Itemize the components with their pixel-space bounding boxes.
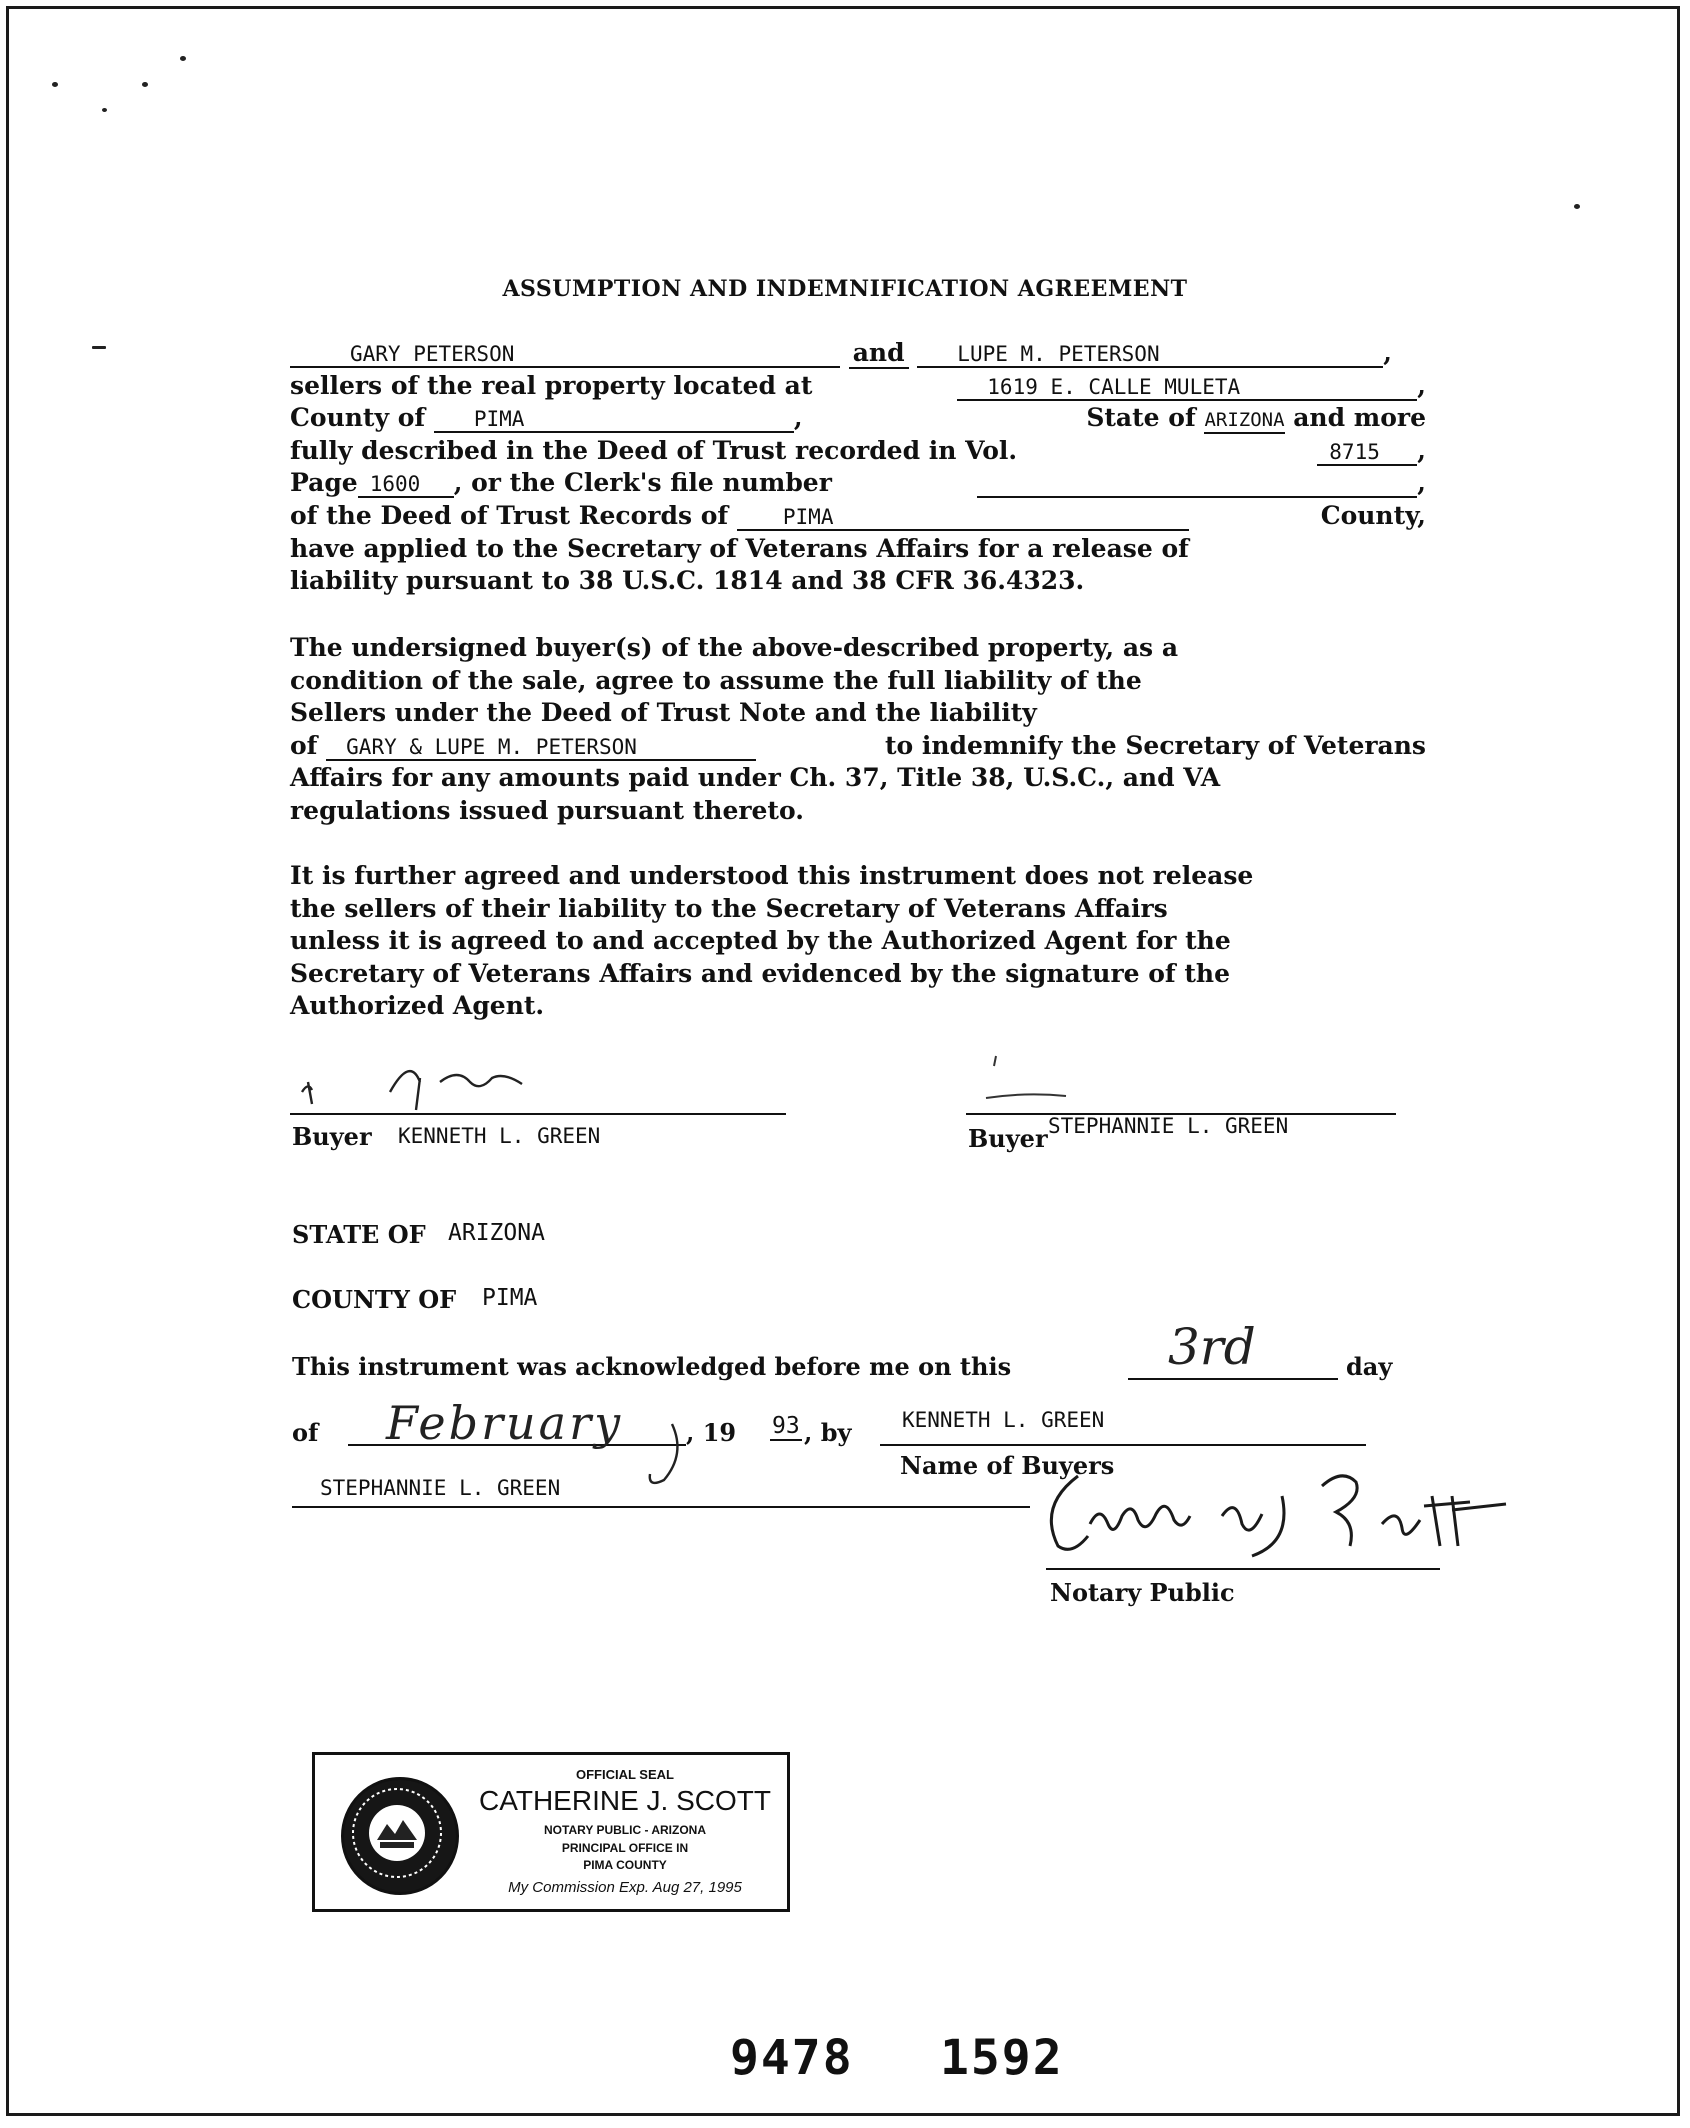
notary-signature-line <box>1046 1568 1440 1570</box>
document-title: ASSUMPTION AND INDEMNIFICATION AGREEMENT <box>502 276 1188 302</box>
p2-line4 <box>290 730 1426 763</box>
county-state-line: County of PIMA , State of ARIZONA and more <box>290 403 1426 433</box>
and-word: and <box>849 338 909 369</box>
seal-line2: PRINCIPAL OFFICE IN <box>561 1841 689 1855</box>
property-line: sellers of the real property located at 1619 E. CALLE MULETA , <box>290 370 1426 403</box>
state-field <box>1204 408 1284 434</box>
buyer1-label: Buyer <box>292 1122 372 1151</box>
volume-field <box>1317 440 1417 466</box>
indemnify-names-value: GARY & LUPE M. PETERSON <box>346 734 637 759</box>
seller2-field <box>917 342 1383 368</box>
seal-line3: PIMA COUNTY <box>583 1858 667 1872</box>
page-border <box>6 6 1680 2116</box>
p3-line4: Secretary of Veterans Affairs and evidenced by the signature of the <box>290 958 1230 988</box>
scan-speck <box>92 346 106 349</box>
notary-state: ARIZONA <box>448 1220 545 1246</box>
notary-public-label: Notary Public <box>1050 1578 1235 1607</box>
p2-line5: Affairs for any amounts paid under Ch. 37, Title 38, U.S.C., and VA <box>290 763 1221 793</box>
seal-official-label: OFFICIAL SEAL <box>576 1767 674 1782</box>
indemnify-names-field <box>326 735 756 761</box>
deed-text: fully described in the Deed of Trust recorded in Vol. <box>290 435 1018 465</box>
clerk-file-field <box>977 472 1417 498</box>
buyers-assume-paragraph <box>290 632 1426 828</box>
month-value: February <box>386 1396 624 1450</box>
buyer2-names-line <box>292 1506 1030 1508</box>
notary-buyer2: STEPHANNIE L. GREEN <box>320 1476 561 1500</box>
deed-line: fully described in the Deed of Trust recorded in Vol. 8715 , <box>290 435 1426 468</box>
day-value: 3rd <box>1168 1318 1256 1376</box>
buyer2-label: Buyer <box>968 1124 1048 1153</box>
buyer1-signature-line <box>290 1113 786 1115</box>
document-number-right: 1592 <box>940 2030 1064 2086</box>
notary-county-label: COUNTY OF <box>292 1285 457 1314</box>
p3-line2: the sellers of their liability to the Secretary of Veterans Affairs <box>290 893 1168 923</box>
official-notary-seal <box>312 1752 790 1912</box>
state-value: ARIZONA <box>1204 409 1285 432</box>
day-word: day <box>1346 1352 1393 1381</box>
arizona-state-seal-icon <box>341 1777 459 1895</box>
applied-text: have applied to the Secretary of Veterans Affairs for a release of <box>290 533 1189 563</box>
p2-line4-post: to indemnify the Secretary of Veterans <box>884 730 1426 760</box>
liability-line <box>290 565 1426 598</box>
sellers-line: GARY PETERSON and LUPE M. PETERSON , <box>290 337 1426 370</box>
page-value: 1600 <box>369 472 421 497</box>
p2-line1: The undersigned buyer(s) of the above-described property, as a <box>290 633 1179 662</box>
clerk-text: , or the Clerk's file number <box>453 468 832 498</box>
records-line <box>290 500 1426 533</box>
p2-of-word: of <box>290 730 318 760</box>
p3-line1: It is further agreed and understood this instrument does not release <box>290 861 1254 890</box>
scan-speck <box>1574 204 1580 209</box>
seller2-value: LUPE M. PETERSON <box>957 342 1160 366</box>
scan-speck <box>52 82 58 87</box>
notary-state-label: STATE OF <box>292 1220 426 1249</box>
county-word: County, <box>1320 500 1426 530</box>
of-word: of <box>292 1418 319 1447</box>
records-text: of the Deed of Trust Records of <box>290 500 729 530</box>
volume-value: 8715 <box>1329 439 1380 464</box>
acknowledgment-text: This instrument was acknowledged before me on this <box>292 1352 1012 1381</box>
document-number-left: 9478 <box>730 2030 854 2086</box>
day-field-line <box>1128 1378 1338 1380</box>
state-suffix: and more <box>1293 403 1426 433</box>
seal-commission: My Commission Exp. Aug 27, 1995 <box>508 1879 742 1896</box>
seller1-value: GARY PETERSON <box>350 342 515 366</box>
seal-line1: NOTARY PUBLIC - ARIZONA <box>544 1823 706 1837</box>
by-word: , by <box>804 1418 852 1447</box>
page-line: Page 1600 , or the Clerk's file number , <box>290 468 1426 498</box>
p3-line5: Authorized Agent. <box>290 991 545 1021</box>
buyer1-signature <box>290 1052 670 1114</box>
names-label: Name of Buyers <box>900 1451 1115 1480</box>
seller1-field <box>290 342 840 368</box>
scan-speck <box>180 56 186 61</box>
page-field <box>358 472 454 498</box>
p2-line3: Sellers under the Deed of Trust Note and the liability <box>290 698 1037 728</box>
p2-line6: regulations issued pursuant thereto. <box>290 795 804 825</box>
county-label: County of <box>290 403 426 433</box>
p2-line2: condition of the sale, agree to assume the full liability of the <box>290 665 1142 695</box>
scan-speck <box>102 108 107 112</box>
liability-text: liability pursuant to 38 U.S.C. 1814 and 38 CFR 36.4323. <box>290 566 1085 596</box>
notary-buyer1: KENNETH L. GREEN <box>902 1408 1105 1432</box>
seal-notary-name: CATHERINE J. SCOTT <box>479 1785 771 1816</box>
release-paragraph <box>290 860 1426 1023</box>
county-field <box>434 407 794 433</box>
property-text: sellers of the real property located at <box>290 370 813 400</box>
records-county-value: PIMA <box>782 504 834 529</box>
county-value: PIMA <box>473 407 525 432</box>
scan-speck <box>142 82 148 87</box>
year-value: 93 <box>772 1413 800 1439</box>
state-label: State of <box>1086 403 1196 433</box>
notary-county: PIMA <box>482 1285 538 1311</box>
p3-line3: unless it is agreed to and accepted by the Authorized Agent for the <box>290 926 1231 956</box>
year-prefix: , 19 <box>686 1418 737 1447</box>
buyer2-signature <box>966 1048 1266 1110</box>
records-county-field <box>737 505 1189 531</box>
address-field <box>957 375 1417 401</box>
buyer-names-line <box>880 1444 1366 1446</box>
buyer2-name: STEPHANNIE L. GREEN <box>1048 1114 1289 1138</box>
buyer1-name: KENNETH L. GREEN <box>398 1124 601 1148</box>
page-label: Page <box>290 468 358 498</box>
address-value: 1619 E. CALLE MULETA <box>987 374 1241 399</box>
applied-line <box>290 533 1426 566</box>
sellers-paragraph <box>290 337 1426 598</box>
